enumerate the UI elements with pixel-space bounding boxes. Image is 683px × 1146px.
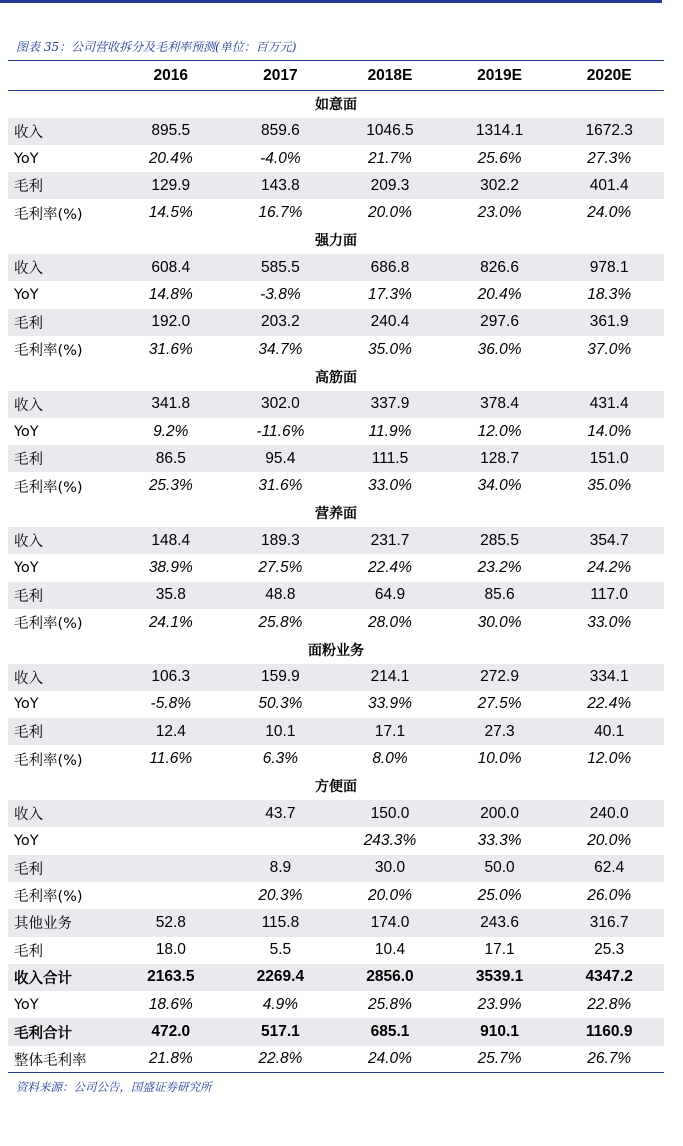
revenue-forecast-table [8,63,664,1073]
cell-value: 34.7% [258,340,303,358]
row-label: 毛利合计 [8,1018,116,1045]
cell-value: 24.2% [587,558,632,576]
cell-value: 174.0 [335,909,445,936]
cell-value: 685.1 [335,1018,445,1045]
cell-value: 12.0% [477,422,522,440]
cell-value: 10.4 [374,941,406,959]
table-row [8,664,664,691]
source-note: 资料来源：公司公告，国盛证券研究所 [16,1080,212,1094]
cell-value: 18.6% [148,995,193,1013]
row-label: YoY [14,832,39,849]
cell-value: 9.2% [153,422,189,440]
cell-value: 50.0 [445,855,555,882]
column-header: 2017 [226,63,336,90]
table-row [8,937,664,964]
cell-value: 111.5 [335,445,445,472]
row-label: YoY [14,287,39,304]
table-body [8,90,664,1073]
cell-value: 4.9% [262,995,299,1013]
cell-value: 302.0 [226,391,336,418]
cell-value: 27.3 [445,718,555,745]
cell-value: 826.6 [445,254,555,281]
row-label: 毛利 [8,445,116,472]
cell-value: 21.8% [116,1046,226,1073]
cell-value: 302.2 [445,172,555,199]
cell-value: 285.5 [445,527,555,554]
cell-value: 21.7% [368,149,412,167]
cell-value: 272.9 [445,664,555,691]
cell-value: 1160.9 [554,1018,664,1045]
cell-value: 17.1 [484,941,515,959]
cell-value: 31.6% [258,477,303,495]
row-label: 毛利 [8,309,116,336]
table-row [8,527,664,554]
section-title: 高筋面 [8,363,664,390]
cell-value: -4.0% [260,149,301,167]
section-title: 面粉业务 [8,636,664,663]
cell-value: 17.3% [368,286,412,304]
cell-value: 115.8 [226,909,336,936]
cell-value: 43.7 [226,800,336,827]
cell-value: 31.6% [148,340,193,358]
row-label: 毛利 [8,718,116,745]
cell-value: 35.0% [368,340,412,358]
table-row [8,827,664,854]
table-row [8,309,664,336]
cell-value: 33.0% [368,477,412,495]
table-row [8,145,664,172]
section-header-row [8,773,664,800]
cell-value: 33.0% [587,613,632,631]
row-label: 毛利率(%) [14,206,83,223]
cell-value: -11.6% [256,422,305,440]
cell-value: 151.0 [554,445,664,472]
table-row [8,909,664,936]
cell-value: 316.7 [554,909,664,936]
cell-value: 2163.5 [116,964,226,991]
figure-caption: 图表 35：公司营收拆分及毛利率预测(单位：百万元) [16,40,297,54]
section-header-row [8,500,664,527]
cell-value: 27.3% [587,149,632,167]
row-label: 收入 [8,391,116,418]
cell-value: 25.0% [477,886,522,904]
cell-value: 11.6% [149,750,193,768]
table-row [8,199,664,226]
cell-value: 231.7 [335,527,445,554]
cell-value: 2856.0 [335,964,445,991]
cell-value: 341.8 [116,391,226,418]
cell-value: 5.5 [269,941,292,959]
cell-value [116,855,226,882]
cell-value: 36.0% [477,340,522,358]
column-header: 2018E [335,63,445,90]
cell-value: 86.5 [116,445,226,472]
section-header-row [8,363,664,390]
cell-value: 686.8 [335,254,445,281]
cell-value: 25.3 [594,941,625,959]
cell-value: 895.5 [116,118,226,145]
cell-value: 64.9 [335,582,445,609]
table-row [8,855,664,882]
cell-value: -3.8% [260,286,301,304]
row-label: YoY [14,559,39,576]
cell-value: 38.9% [148,558,193,576]
cell-value: 27.5% [258,558,303,576]
cell-value: 26.7% [554,1046,664,1073]
table-row [8,609,664,636]
cell-value: 243.6 [445,909,555,936]
table-row [8,745,664,772]
cell-value: 354.7 [554,527,664,554]
row-label: 毛利 [8,855,116,882]
cell-value: 3539.1 [445,964,555,991]
cell-value [116,882,226,909]
row-label: 毛利 [8,172,116,199]
cell-value: 10.0% [477,750,522,768]
cell-value: 378.4 [445,391,555,418]
cell-value: 52.8 [116,909,226,936]
cell-value: 608.4 [116,254,226,281]
cell-value: 910.1 [445,1018,555,1045]
cell-value: 1046.5 [335,118,445,145]
cell-value: 25.3% [148,477,193,495]
cell-value: 150.0 [335,800,445,827]
column-header [8,63,116,90]
table-row [8,691,664,718]
cell-value: 23.9% [477,995,522,1013]
cell-value [226,827,336,854]
cell-value: 8.0% [372,750,408,768]
cell-value: 6.3% [262,750,299,768]
row-label: 收入 [8,664,116,691]
section-title: 强力面 [8,227,664,254]
cell-value: 297.6 [445,309,555,336]
section-title: 如意面 [8,90,664,117]
cell-value: 585.5 [226,254,336,281]
cell-value: 401.4 [554,172,664,199]
cell-value: 117.0 [554,582,664,609]
table-row [8,118,664,145]
cell-value: 214.1 [335,664,445,691]
section-title: 营养面 [8,500,664,527]
row-label: 毛利 [14,943,43,960]
cell-value: 25.7% [445,1046,555,1073]
cell-value [116,800,226,827]
cell-value: 859.6 [226,118,336,145]
table-row [8,991,664,1018]
cell-value: 18.0 [155,941,186,959]
table-header-row [8,63,664,90]
cell-value: 14.5% [148,204,193,222]
cell-value: 129.9 [116,172,226,199]
table-row [8,800,664,827]
cell-value: 24.1% [148,613,193,631]
row-label: 整体毛利率 [8,1046,116,1073]
cell-value: 431.4 [554,391,664,418]
cell-value: 50.3% [258,695,303,713]
cell-value: 11.9% [368,422,412,440]
cell-value: 85.6 [445,582,555,609]
row-label: 其他业务 [8,909,116,936]
cell-value: 30.0% [477,613,522,631]
cell-value: 24.0% [587,204,632,222]
table-row [8,172,664,199]
cell-value: 35.8 [116,582,226,609]
cell-value: 34.0% [477,477,522,495]
cell-value: 361.9 [554,309,664,336]
table-row [8,418,664,445]
cell-value: 22.4% [368,558,412,576]
row-label: YoY [14,696,39,713]
top-rule [0,0,662,3]
cell-value: 22.8% [226,1046,336,1073]
cell-value: 37.0% [587,340,632,358]
cell-value: 35.0% [587,477,632,495]
table-row [8,1018,664,1045]
cell-value: 25.8% [258,613,303,631]
table-row [8,391,664,418]
row-label: 毛利率(%) [14,479,83,496]
table-row [8,882,664,909]
cell-value: 25.8% [368,995,412,1013]
row-label: 收入 [8,527,116,554]
cell-value: 12.0% [587,750,632,768]
cell-value: 20.0% [587,831,632,849]
table-row [8,254,664,281]
cell-value: 14.0% [587,422,632,440]
cell-value: 192.0 [116,309,226,336]
cell-value: 128.7 [445,445,555,472]
row-label: YoY [14,996,39,1013]
row-label: 毛利率(%) [14,752,83,769]
cell-value: 95.4 [226,445,336,472]
table-row [8,582,664,609]
cell-value: 200.0 [445,800,555,827]
cell-value: 189.3 [226,527,336,554]
cell-value: 33.9% [368,695,412,713]
row-label: YoY [14,423,39,440]
cell-value: 209.3 [335,172,445,199]
cell-value: 143.8 [226,172,336,199]
section-title: 方便面 [8,773,664,800]
row-label: YoY [14,150,39,167]
table-row [8,718,664,745]
table-row [8,964,664,991]
cell-value: 159.9 [226,664,336,691]
section-header-row [8,227,664,254]
cell-value: 106.3 [116,664,226,691]
cell-value: 24.0% [335,1046,445,1073]
cell-value: 10.1 [226,718,336,745]
cell-value: 25.6% [477,149,522,167]
cell-value: 62.4 [554,855,664,882]
cell-value: 240.4 [335,309,445,336]
cell-value: 12.4 [116,718,226,745]
table-row [8,445,664,472]
row-label: 收入合计 [8,964,116,991]
cell-value: 22.4% [587,695,632,713]
row-label: 收入 [8,800,116,827]
cell-value: -5.8% [150,695,192,713]
table-row [8,472,664,499]
cell-value: 23.2% [477,558,522,576]
cell-value: 334.1 [554,664,664,691]
cell-value: 18.3% [587,286,632,304]
cell-value [116,827,226,854]
cell-value: 2269.4 [226,964,336,991]
table-row [8,554,664,581]
cell-value: 27.5% [477,695,522,713]
section-header-row [8,90,664,117]
cell-value: 8.9 [226,855,336,882]
section-header-row [8,636,664,663]
row-label: 收入 [8,254,116,281]
cell-value: 28.0% [368,613,412,631]
cell-value: 240.0 [554,800,664,827]
cell-value: 30.0 [335,855,445,882]
cell-value: 243.3% [363,831,417,849]
row-label: 毛利率(%) [14,889,83,906]
cell-value: 148.4 [116,527,226,554]
cell-value: 48.8 [226,582,336,609]
cell-value: 16.7% [258,204,303,222]
cell-value: 20.3% [258,886,303,904]
cell-value: 17.1 [335,718,445,745]
cell-value: 20.0% [368,204,412,222]
cell-value: 1672.3 [554,118,664,145]
cell-value: 337.9 [335,391,445,418]
row-label: 毛利率(%) [14,616,83,633]
cell-value: 23.0% [477,204,522,222]
cell-value: 1314.1 [445,118,555,145]
cell-value: 20.0% [368,886,412,904]
cell-value: 40.1 [554,718,664,745]
table-row [8,281,664,308]
cell-value: 26.0% [587,886,632,904]
row-label: 毛利率(%) [14,343,83,360]
column-header: 2020E [554,63,664,90]
cell-value: 517.1 [226,1018,336,1045]
cell-value: 978.1 [554,254,664,281]
cell-value: 20.4% [477,286,522,304]
caption-rule [8,60,664,61]
row-label: 毛利 [8,582,116,609]
column-header: 2019E [445,63,555,90]
cell-value: 33.3% [477,831,522,849]
table-row [8,336,664,363]
table-row [8,1046,664,1073]
cell-value: 14.8% [148,286,193,304]
cell-value: 472.0 [116,1018,226,1045]
row-label: 收入 [8,118,116,145]
column-header: 2016 [116,63,226,90]
cell-value: 20.4% [148,149,193,167]
cell-value: 203.2 [226,309,336,336]
cell-value: 4347.2 [554,964,664,991]
cell-value: 22.8% [587,995,632,1013]
